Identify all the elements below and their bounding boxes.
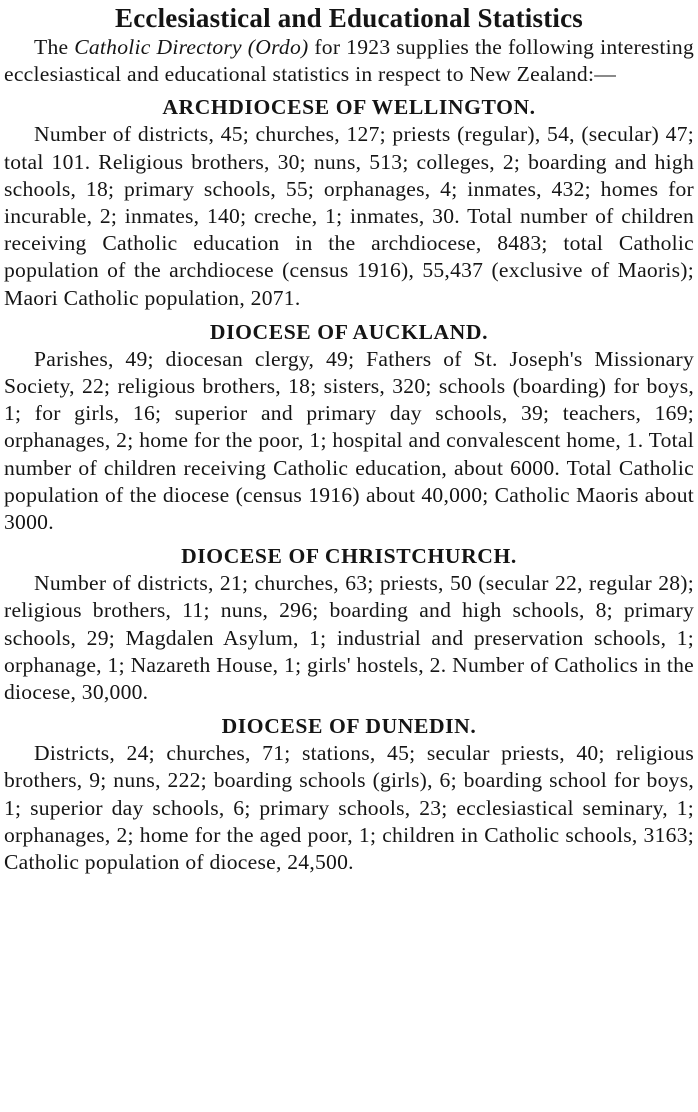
section-heading: DIOCESE OF DUNEDIN. [221,714,477,739]
section-text: Districts, 24; churches, 71; stations, 45; secular priests, 40; religious brothers, 9; nuns, 222; boarding schools (girls), 6; boarding school for boys, 1; superior day schools, 6; primary schools, 23; ecclesiastical seminary, 1; orphanages, 2; home for the aged poor, 1; children in Catholic schools, 3163; Catholic population of diocese, 24,500. [4,741,694,875]
section-dunedin [4,712,694,876]
intro-text-start: The [34,35,75,59]
section-wellington [4,93,694,311]
section-text: Number of districts, 45; churches, 127; priests (regular), 54, (secular) 47; total 101. Religious brothers, 30; nuns, 513; colleges, 2; boarding and high schools, 18; primary schools, 55; orphanages, 4; inmates, 432; homes for incurable, 2; inmates, 140; creche, 1; inmates, 30. Total number of children receiving Catholic education in the archdiocese, 8483; total Catholic population of the archdiocese (census 1916), 55,437 (exclusive of Maoris); Maori Catholic population, 2071. [4,122,694,310]
section-text: Number of districts, 21; churches, 63; priests, 50 (secular 22, regular 28); religious brothers, 11; nuns, 296; boarding and high schools, 8; primary schools, 29; Magdalen Asylum, 1; industrial and preservation schools, 1; orphanage, 1; Nazareth House, 1; girls' hostels, 2. Number of Catholics in the diocese, 30,000. [4,571,694,705]
section-auckland [4,318,694,536]
section-heading: ARCHDIOCESE OF WELLINGTON. [162,95,536,120]
intro-paragraph [4,34,694,87]
section-christchurch [4,542,694,706]
section-heading: DIOCESE OF CHRISTCHURCH. [181,544,517,569]
section-text: Parishes, 49; diocesan clergy, 49; Fathers of St. Joseph's Missionary Society, 22; religious brothers, 18; sisters, 320; schools (boarding) for boys, 1; for girls, 16; superior and primary day schools, 39; teachers, 169; orphanages, 2; home for the poor, 1; hospital and convalescent home, 1. Total number of children receiving Catholic education, about 6000. Total Catholic population of the diocese (census 1916) about 40,000; Catholic Maoris about 3000. [4,346,694,535]
section-heading: DIOCESE OF AUCKLAND. [209,319,489,344]
article-title: Ecclesiastical and Educational Statistics [115,3,583,33]
intro-text-end: for 1923 supplies the following interesting ecclesiastical and educational statistics in respect to New Zealand:— [4,35,694,86]
article [4,2,694,876]
intro-publication-title: Catholic Directory (Ordo) [74,35,309,59]
